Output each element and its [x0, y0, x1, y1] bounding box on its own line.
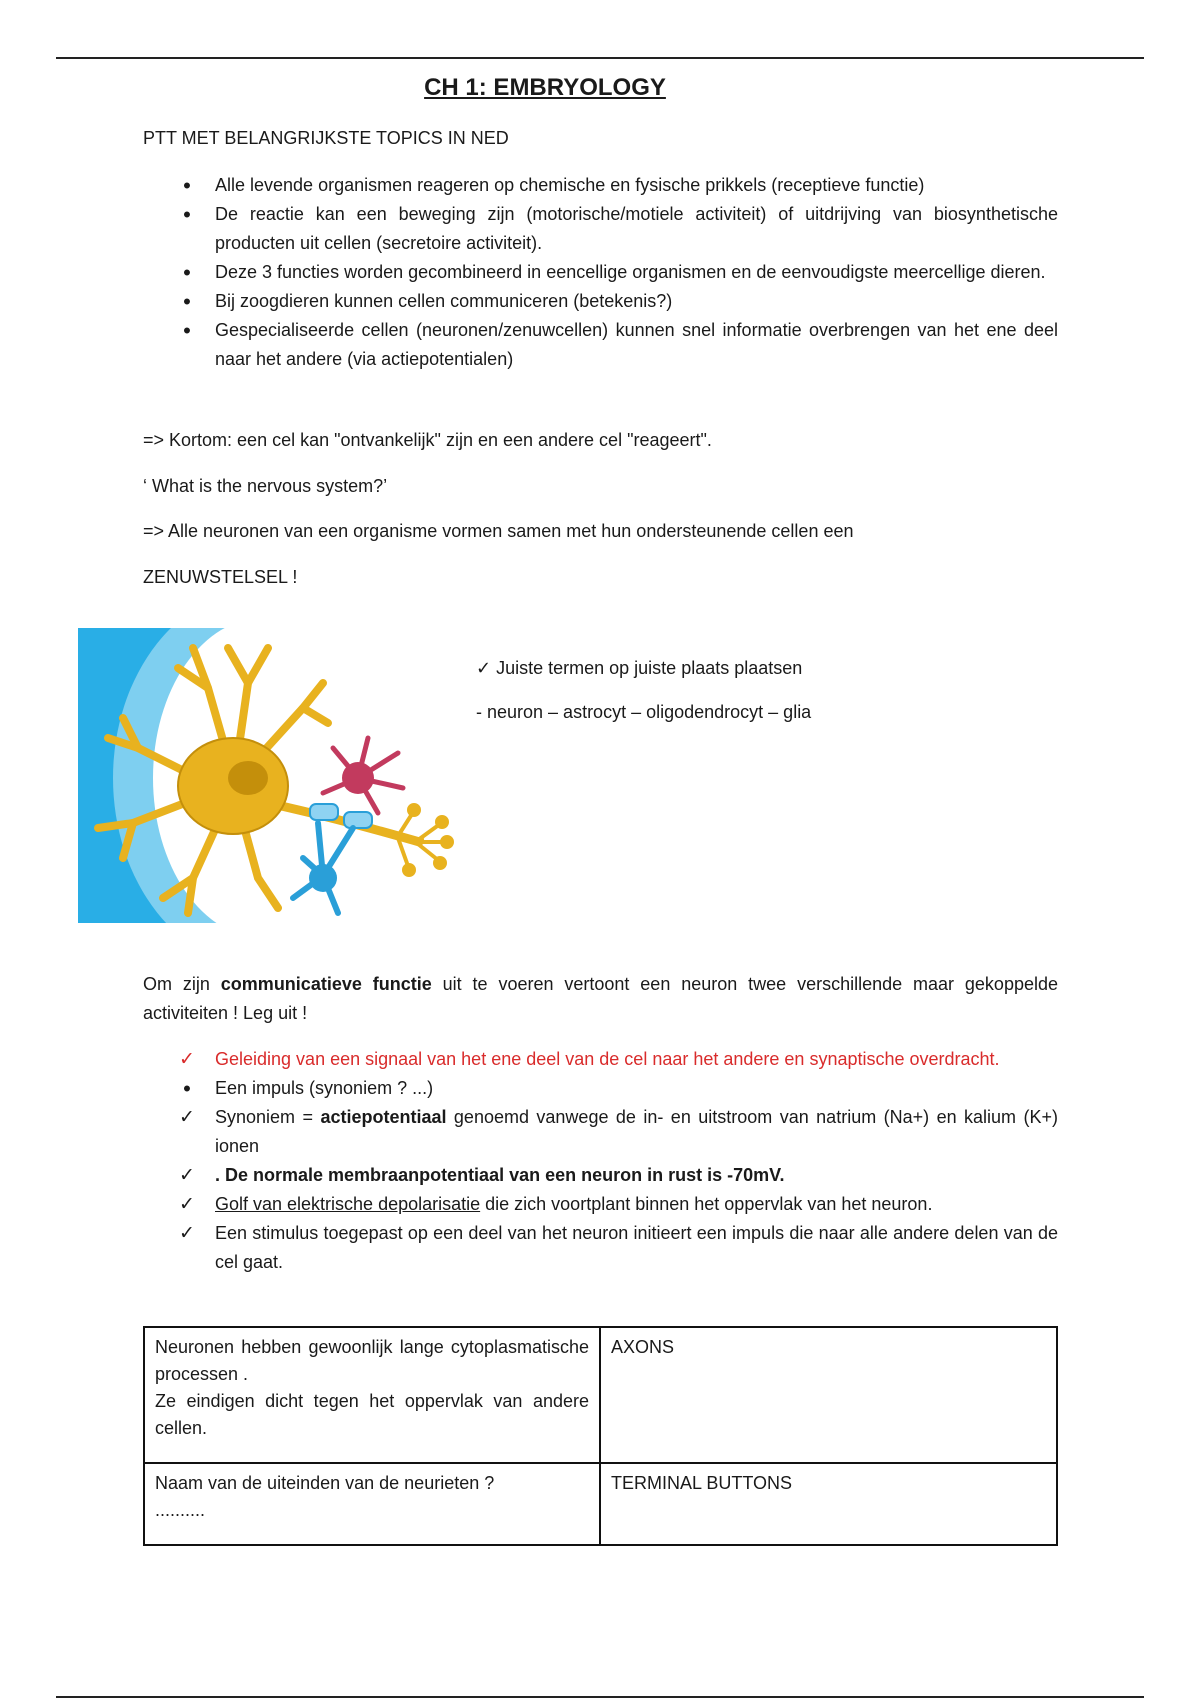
question-text: .......... [155, 1500, 206, 1520]
list-item [143, 258, 1058, 287]
bullet-marker: • [183, 173, 191, 198]
subtitle: PTT MET BELANGRIJKSTE TOPICS IN NED [143, 128, 509, 148]
bullet-text: Bij zoogdieren kunnen cellen communiceren (betekenis?) [215, 291, 673, 311]
kortom-line: => Kortom: een cel kan "ontvankelijk" zijn en een andere cel "reageert". [143, 430, 712, 450]
list-item [143, 1219, 1058, 1277]
list-item [143, 171, 1058, 200]
item-text-end: genoemd vanwege de in- en uitstroom van natrium (Na+) en kalium (K+) ionen [215, 1107, 1058, 1156]
page-title: CH 1: EMBRYOLOGY [424, 74, 666, 101]
top-rule [56, 57, 1144, 59]
figure-instruction-text: Juiste termen op juiste plaats plaatsen [496, 658, 803, 678]
list-item [143, 1103, 1058, 1161]
bullet-marker: • [183, 260, 191, 285]
item-bold: actiepotentiaal [320, 1107, 447, 1127]
list-item [143, 1190, 1058, 1219]
oligodendrocyte-body [342, 762, 374, 794]
item-underlined: Golf van elektrische depolarisatie [215, 1194, 481, 1214]
check-icon: ✓ [179, 1165, 195, 1186]
figure-terms: - neuron – astrocyt – oligodendrocyt – glia [476, 702, 812, 722]
neuron-illustration [78, 628, 456, 923]
question-cell [144, 1463, 600, 1545]
bottom-rule [56, 1696, 1144, 1698]
item-text: Geleiding van een signaal van het ene deel van de cel naar het andere en synaptische overdracht. [215, 1049, 1000, 1069]
bullet-marker: • [183, 318, 191, 343]
astrocyte-body [309, 864, 337, 892]
bullet-text: Deze 3 functies worden gecombineerd in eencellige organismen en de eenvoudigste meercellige dieren. [215, 262, 1046, 282]
table-row [144, 1327, 1057, 1463]
lead-text: Om zijn [143, 974, 221, 994]
item-text: Een stimulus toegepast op een deel van het neuron initieert een impuls die naar alle andere delen van de cel gaat. [215, 1223, 1058, 1272]
qa-table [143, 1326, 1058, 1546]
question-line: ‘ What is the nervous system?’ [143, 476, 388, 496]
bullet-text: Alle levende organismen reageren op chemische en fysische prikkels (receptieve functie) [215, 175, 925, 195]
answer-cell: TERMINAL BUTTONS [600, 1463, 1057, 1545]
lead-text-end: uit te voeren vertoont een neuron twee verschillende maar gekoppelde activiteiten ! Leg uit ! [143, 974, 1058, 1023]
zenuwstelsel-line: ZENUWSTELSEL ! [143, 567, 298, 587]
bullet-text: De reactie kan een beweging zijn (motorische/motiele activiteit) of uitdrijving van biosynthetische producten uit cellen (secretoire activiteit). [215, 204, 1058, 253]
bullet-marker: • [183, 202, 191, 227]
answer-cell: AXONS [600, 1327, 1057, 1463]
check-icon: ✓ [179, 1223, 195, 1244]
figure-instruction [476, 654, 802, 683]
item-text: . De normale membraanpotentiaal van een neuron in rust is -70mV. [215, 1165, 785, 1185]
list-item [143, 287, 1058, 316]
list-item [143, 1074, 1058, 1103]
item-text: die zich voortplant binnen het oppervlak van het neuron. [480, 1194, 933, 1214]
check-icon: ✓ [179, 1107, 195, 1128]
list-item [143, 1045, 1058, 1074]
table-row [144, 1463, 1057, 1545]
lead-bold: communicatieve functie [220, 974, 432, 994]
neuron-nucleus [228, 761, 268, 795]
communicative-function-paragraph [143, 970, 1058, 1028]
item-text: Een impuls (synoniem ? ...) [215, 1078, 434, 1098]
activity-list [143, 1045, 1058, 1277]
bullet-marker: • [183, 289, 191, 314]
question-text: Ze eindigen dicht tegen het oppervlak van andere cellen. [155, 1391, 589, 1438]
list-item [143, 200, 1058, 258]
question-text: Naam van de uiteinden van de neurieten ? [155, 1473, 495, 1493]
bullet-marker: • [183, 1076, 191, 1101]
list-item [143, 316, 1058, 374]
answer-line: => Alle neuronen van een organisme vormen samen met hun ondersteunende cellen een [143, 521, 854, 541]
check-icon: ✓ [179, 1049, 195, 1070]
check-icon: ✓ [179, 1194, 195, 1215]
intro-bullet-list [143, 171, 1058, 374]
bullet-text: Gespecialiseerde cellen (neuronen/zenuwcellen) kunnen snel informatie overbrengen van het ene deel naar het andere (via actiepotentialen) [215, 320, 1058, 369]
question-cell [144, 1327, 600, 1463]
check-icon: ✓ [476, 658, 492, 678]
item-text: Synoniem = [215, 1107, 321, 1127]
list-item [143, 1161, 1058, 1190]
question-text: Neuronen hebben gewoonlijk lange cytoplasmatische processen . [155, 1337, 589, 1384]
